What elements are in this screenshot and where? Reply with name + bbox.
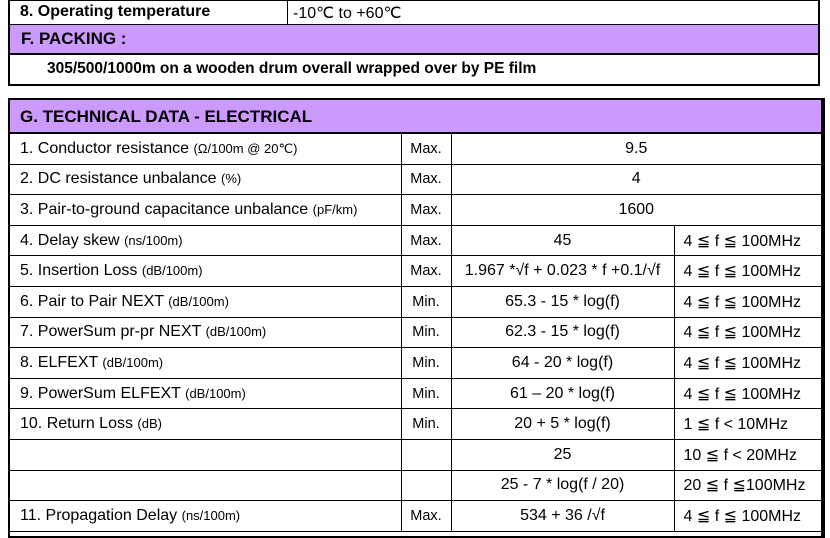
parameter-unit: (pF/km) bbox=[312, 201, 358, 217]
frequency-range-cell: 1 ≦ f < 10MHz bbox=[674, 409, 821, 440]
frequency-range-cell: 20 ≦ f ≦100MHz bbox=[674, 470, 821, 501]
parameter-unit: (%) bbox=[221, 171, 242, 187]
parameter-unit: (ns/100m) bbox=[124, 232, 183, 248]
parameter-name: Insertion Loss bbox=[37, 262, 138, 280]
parameter-number: 10. bbox=[20, 415, 43, 433]
parameter-name-cell bbox=[10, 409, 401, 440]
parameter-name-cell bbox=[10, 225, 401, 256]
limit-type-cell: Max. bbox=[401, 164, 451, 195]
value-formula-cell: 534 + 36 /√f bbox=[451, 501, 674, 532]
value-formula-cell: 20 + 5 * log(f) bbox=[451, 409, 674, 440]
technical-data-section bbox=[8, 98, 825, 538]
packing-heading: F. PACKING : bbox=[10, 25, 818, 55]
frequency-range-cell: 4 ≦ f ≦ 100MHz bbox=[674, 348, 821, 379]
technical-data-table bbox=[10, 133, 821, 532]
table-row bbox=[10, 348, 821, 379]
parameter-name-cell bbox=[10, 164, 401, 195]
parameter-name: Pair to Pair NEXT bbox=[37, 292, 164, 310]
parameter-name-cell bbox=[10, 317, 401, 348]
limit-type-cell: Max. bbox=[401, 134, 451, 165]
table-row bbox=[10, 195, 821, 226]
parameter-number: 11. bbox=[20, 506, 42, 524]
frequency-range-cell: 4 ≦ f ≦ 100MHz bbox=[674, 501, 821, 532]
value-formula-cell: 1600 bbox=[451, 195, 821, 226]
parameter-number: 5. bbox=[20, 262, 34, 280]
operating-temperature-label: 8. Operating temperature bbox=[10, 1, 288, 24]
value-formula-cell: 61 – 20 * log(f) bbox=[451, 378, 674, 409]
limit-type-cell: Max. bbox=[401, 501, 451, 532]
parameter-number: 7. bbox=[20, 323, 34, 341]
frequency-range-cell: 10 ≦ f < 20MHz bbox=[674, 439, 821, 470]
parameter-unit: (ns/100m) bbox=[181, 507, 241, 523]
frequency-range-cell: 4 ≦ f ≦ 100MHz bbox=[674, 317, 821, 348]
value-formula-cell: 64 - 20 * log(f) bbox=[451, 348, 674, 379]
parameter-name: DC resistance unbalance bbox=[37, 170, 217, 188]
parameter-name-cell bbox=[10, 134, 401, 165]
frequency-range-cell: 4 ≦ f ≦ 100MHz bbox=[674, 378, 821, 409]
frequency-range-cell: 4 ≦ f ≦ 100MHz bbox=[674, 225, 821, 256]
limit-type-cell bbox=[401, 470, 451, 501]
parameter-name: PowerSum ELFEXT bbox=[37, 384, 181, 402]
table-row bbox=[10, 501, 821, 532]
value-formula-cell: 65.3 - 15 * log(f) bbox=[451, 286, 674, 317]
parameter-name-cell bbox=[10, 195, 401, 226]
table-row bbox=[10, 225, 821, 256]
parameter-unit: (dB) bbox=[137, 416, 162, 432]
parameter-unit: (dB/100m) bbox=[141, 263, 203, 279]
frequency-range-cell: 4 ≦ f ≦ 100MHz bbox=[674, 256, 821, 287]
parameter-name: Propagation Delay bbox=[45, 506, 178, 524]
table-row bbox=[10, 470, 821, 501]
parameter-number: 3. bbox=[20, 200, 34, 218]
limit-type-cell: Min. bbox=[401, 378, 451, 409]
parameter-name: Return Loss bbox=[46, 415, 133, 433]
parameter-number: 9. bbox=[20, 384, 34, 402]
packing-section bbox=[8, 25, 820, 86]
limit-type-cell: Min. bbox=[401, 286, 451, 317]
table-row bbox=[10, 164, 821, 195]
limit-type-cell: Max. bbox=[401, 256, 451, 287]
packing-text: 305/500/1000m on a wooden drum overall wrapped over by PE film bbox=[47, 60, 537, 77]
parameter-name-cell bbox=[10, 348, 401, 379]
parameter-name: Pair-to-ground capacitance unbalance bbox=[37, 200, 309, 218]
limit-type-cell bbox=[401, 439, 451, 470]
table-row bbox=[10, 439, 821, 470]
parameter-name-cell bbox=[10, 378, 401, 409]
parameter-name-cell bbox=[10, 470, 401, 501]
parameter-name-cell bbox=[10, 256, 401, 287]
technical-data-heading: G. TECHNICAL DATA - ELECTRICAL bbox=[10, 100, 821, 133]
limit-type-cell: Min. bbox=[401, 409, 451, 440]
value-formula-cell: 9.5 bbox=[451, 134, 821, 165]
value-formula-cell: 1.967 *√f + 0.023 * f +0.1/√f bbox=[451, 256, 674, 287]
parameter-unit: (dB/100m) bbox=[102, 354, 164, 370]
parameter-unit: (Ω/100m @ 20℃) bbox=[193, 140, 298, 156]
parameter-number: 4. bbox=[20, 231, 34, 249]
parameter-name-cell bbox=[10, 501, 401, 532]
operating-temperature-row bbox=[8, 0, 820, 26]
parameter-name: Conductor resistance bbox=[37, 139, 189, 157]
parameter-unit: (dB/100m) bbox=[205, 324, 267, 340]
table-row bbox=[10, 134, 821, 165]
parameter-number: 2. bbox=[20, 170, 34, 188]
operating-temperature-value: -10℃ to +60℃ bbox=[293, 5, 402, 22]
parameter-unit: (dB/100m) bbox=[168, 293, 229, 309]
frequency-range-cell: 4 ≦ f ≦ 100MHz bbox=[674, 286, 821, 317]
limit-type-cell: Min. bbox=[401, 317, 451, 348]
limit-type-cell: Min. bbox=[401, 348, 451, 379]
parameter-name-cell bbox=[10, 439, 401, 470]
parameter-number: 6. bbox=[20, 292, 34, 310]
value-formula-cell: 45 bbox=[451, 225, 674, 256]
table-row bbox=[10, 256, 821, 287]
parameter-name: Delay skew bbox=[37, 231, 120, 249]
limit-type-cell: Max. bbox=[401, 225, 451, 256]
limit-type-cell: Max. bbox=[401, 195, 451, 226]
value-formula-cell: 25 - 7 * log(f / 20) bbox=[451, 470, 674, 501]
parameter-number: 1. bbox=[20, 139, 34, 157]
value-formula-cell: 25 bbox=[451, 439, 674, 470]
parameter-name: ELFEXT bbox=[37, 353, 98, 371]
value-formula-cell: 4 bbox=[451, 164, 821, 195]
table-row bbox=[10, 409, 821, 440]
value-formula-cell: 62.3 - 15 * log(f) bbox=[451, 317, 674, 348]
parameter-name: PowerSum pr-pr NEXT bbox=[37, 323, 202, 341]
table-row bbox=[10, 317, 821, 348]
parameter-name-cell bbox=[10, 286, 401, 317]
parameter-number: 8. bbox=[20, 353, 34, 371]
parameter-unit: (dB/100m) bbox=[185, 385, 246, 401]
table-row bbox=[10, 378, 821, 409]
table-row bbox=[10, 286, 821, 317]
